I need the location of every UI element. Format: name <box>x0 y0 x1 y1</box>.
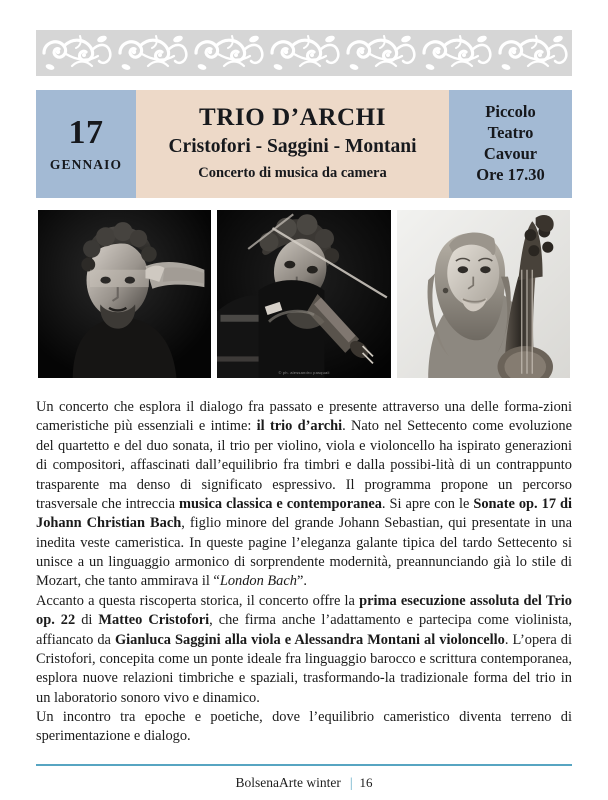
portrait-gianluca-saggini <box>217 210 390 378</box>
portrait-matteo-cristofori <box>38 210 211 378</box>
event-date-block <box>36 90 136 198</box>
event-venue-block <box>449 90 572 198</box>
venue-time: Ore 17.30 <box>476 164 545 184</box>
footer-separator: | <box>349 775 353 790</box>
article-paragraph-1: Un concerto che esplora il dialogo fra passato e presente attraverso una delle forma-zioni cameristiche più essenziali e intime: il trio d’archi. Nato nel Settecento come evoluzione del quartetto e del duo sonata, il trio per violino, viola e violoncello ha ispirato generazioni di compositori, affascinati dall’equilibrio fra timbri e dalla possibi-lità di un contrappunto trasparente ma denso di significato espressivo. Il programma propone un percorso trasversale che intreccia musica classica e contemporanea. Si apre con le Sonate op. 17 di Johann Christian Bach, figlio minore del grande Johann Sebastian, qui presentate in una inedita veste cameristica. In queste pagine l’eleganza galante tipica del tardo Settecento si unisce a un linguaggio armonico di sorprendente modernità, preannunciando già lo stile di Mozart, che tanto ammirava il “London Bach”. <box>36 399 572 590</box>
article-body <box>36 398 572 747</box>
event-performers: Cristofori - Saggini - Montani <box>168 135 417 157</box>
venue-line-2: Teatro <box>487 123 534 143</box>
venue-line-1: Piccolo <box>485 102 536 122</box>
event-day: 17 <box>68 113 104 151</box>
performer-photo-row <box>38 210 570 378</box>
event-header-strip <box>36 90 572 198</box>
footer-divider <box>36 764 572 766</box>
footer <box>0 775 608 791</box>
article-paragraph-3: Un incontro tra epoche e poetiche, dove l’equilibrio cameristico diventa terreno di sperimentazione e dialogo. <box>36 709 572 745</box>
event-title-block <box>136 90 449 198</box>
event-month: GENNAIO <box>49 156 123 172</box>
decorative-scroll-band <box>36 30 572 76</box>
footer-publication: BolsenaArte winter <box>235 775 341 790</box>
event-tagline: Concerto di musica da camera <box>198 164 387 181</box>
article-paragraph-2: Accanto a questa riscoperta storica, il concerto offre la prima esecuzione assoluta del Trio op. 22 di Matteo Cristofori, che firma anche l’adattamento e partecipa come violinista, affiancato da Gianluca Saggini alla viola e Alessandra Montani al violoncello. L’opera di Cristofori, concepita come un ponte ideale fra linguaggio barocco e scrittura contemporanea, esplora nuove relazioni timbriche e spaziali, trasformando-la tradizionale forma del trio in un laboratorio sonoro vivo e dinamico. <box>36 592 573 706</box>
photo-credit-watermark: © ph. alessandro pasquali <box>278 370 330 375</box>
event-title: TRIO D’ARCHI <box>198 103 387 131</box>
venue-line-3: Cavour <box>483 144 538 163</box>
portrait-alessandra-montani <box>397 210 570 378</box>
footer-page-number: 16 <box>359 775 373 790</box>
